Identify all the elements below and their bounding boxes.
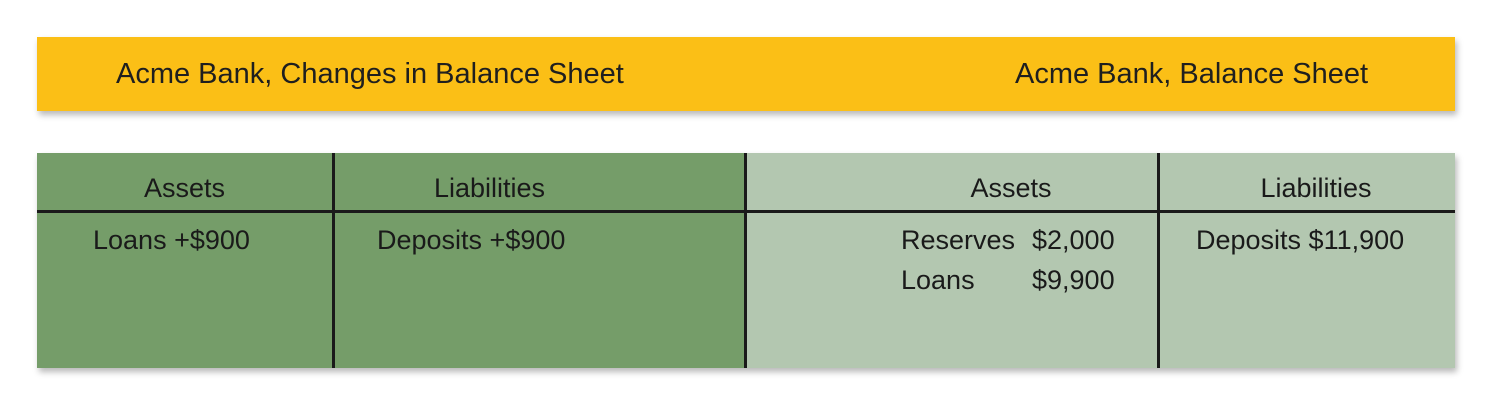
header-bar: [37, 37, 1455, 111]
balance-divider: [1157, 153, 1160, 368]
changes-title: Acme Bank, Changes in Balance Sheet: [116, 58, 624, 90]
panel-divider: [744, 153, 747, 368]
changes-liabilities-entry: Deposits +$900: [377, 225, 566, 255]
reserves-amount: $2,000: [1032, 225, 1115, 255]
t-account-table: [37, 153, 1455, 368]
loans-amount: $9,900: [1032, 265, 1115, 295]
balance-assets-header: Assets: [970, 173, 1052, 203]
loans-label: Loans: [901, 265, 975, 295]
reserves-label: Reserves: [901, 225, 1016, 255]
balance-liabilities-entry: Deposits $11,900: [1196, 225, 1405, 255]
changes-assets-entry: Loans +$900: [93, 225, 250, 255]
balance-sheet-title: Acme Bank, Balance Sheet: [1015, 58, 1369, 90]
changes-liabilities-header: Liabilities: [433, 173, 546, 203]
balance-liabilities-header: Liabilities: [1260, 173, 1372, 203]
changes-assets-header: Assets: [143, 173, 226, 203]
changes-divider: [332, 153, 335, 368]
